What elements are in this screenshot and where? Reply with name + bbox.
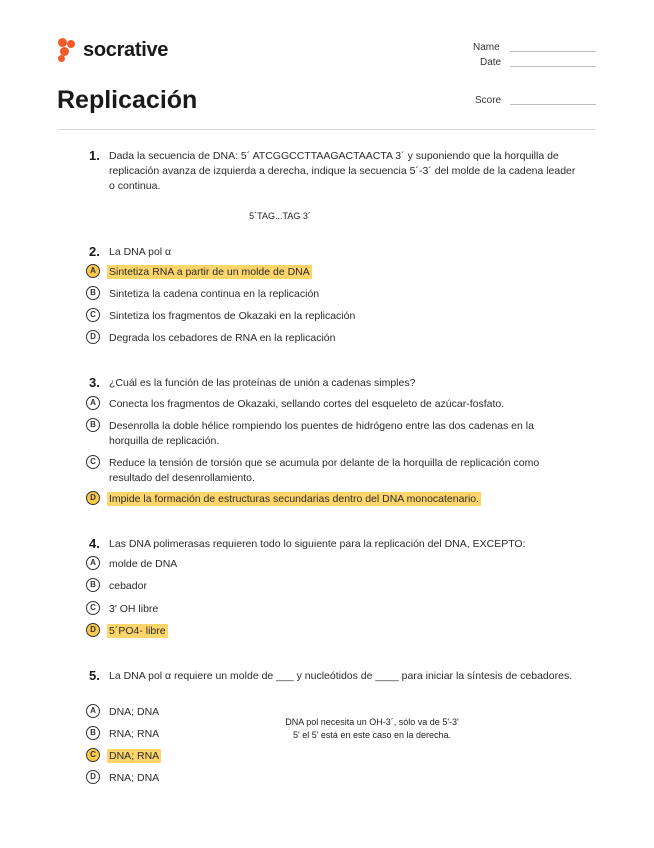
option-d[interactable] (86, 624, 569, 639)
option-text: Reduce la tensión de torsión que se acumula por delante de la horquilla de replicación como resultado del desenrollamiento. (109, 457, 540, 484)
option-text: RNA; RNA (109, 728, 160, 740)
question-number: 1. (89, 148, 100, 163)
score-field-line (510, 104, 596, 105)
option-bubble[interactable]: B (86, 578, 100, 592)
option-d[interactable] (86, 771, 249, 786)
header-divider (58, 129, 596, 130)
option-text: Impide la formación de estructuras secundarias dentro del DNA monocatenario. (109, 493, 480, 505)
option-d[interactable] (86, 492, 569, 507)
score-label: Score (475, 95, 502, 106)
question-text: La DNA pol α (109, 246, 172, 258)
option-a[interactable] (86, 397, 569, 412)
question-number: 4. (89, 536, 100, 551)
option-a[interactable] (86, 265, 569, 280)
page-title: Replicación (57, 86, 198, 114)
option-bubble[interactable]: C (86, 601, 100, 615)
option-b[interactable] (86, 579, 569, 594)
option-bubble-selected[interactable]: D (86, 623, 100, 637)
handwritten-answer: 5´TAG...TAG 3´ (249, 211, 311, 221)
handwritten-note-line-2: 5' el 5' está en este caso en la derecha. (292, 730, 452, 740)
question-number: 3. (89, 375, 100, 390)
option-b[interactable] (86, 727, 249, 742)
option-text: Sintetiza la cadena continua en la replicación (109, 288, 320, 300)
socrative-logo (58, 38, 168, 62)
option-a[interactable] (86, 557, 569, 572)
option-text: DNA; RNA (109, 750, 160, 762)
option-text: Sintetiza RNA a partir de un molde de DNA (109, 266, 310, 278)
handwritten-note-line-1: DNA pol necesita un OH-3´, sólo va de 5'-3' (285, 717, 459, 727)
option-bubble-selected[interactable]: C (86, 748, 100, 762)
option-text: molde de DNA (109, 558, 178, 570)
question-text: La DNA pol α requiere un molde de ___ y nucleótidos de ____ para iniciar la síntesis de cebadores. (109, 670, 573, 682)
option-text: cebador (109, 580, 147, 592)
option-text: Conecta los fragmentos de Okazaki, sellando cortes del esqueleto de azúcar-fosfato. (109, 398, 505, 410)
option-a[interactable] (86, 705, 249, 720)
option-bubble[interactable]: D (86, 330, 100, 344)
option-bubble[interactable]: B (86, 418, 100, 432)
option-text: Degrada los cebadores de RNA en la replicación (109, 332, 336, 344)
option-b[interactable] (86, 419, 569, 449)
option-bubble[interactable]: A (86, 704, 100, 718)
option-b[interactable] (86, 287, 569, 302)
date-label: Date (480, 57, 502, 68)
option-c[interactable] (86, 602, 569, 617)
question-text: Dada la secuencia de DNA: 5´ ATCGGCCTTAAGACTAACTA 3´ y suponiendo que la horquilla de replicación avanza de izquierda a derecha, indique la secuencia 5´-3´ del molde de la cadena leader o continua. (109, 150, 576, 192)
option-bubble-selected[interactable]: D (86, 491, 100, 505)
option-c[interactable] (86, 456, 569, 486)
option-text: Sintetiza los fragmentos de Okazaki en la replicación (109, 310, 356, 322)
option-text: 5´PO4- libre (109, 625, 166, 637)
option-bubble[interactable]: A (86, 556, 100, 570)
option-c[interactable] (86, 309, 569, 324)
brand-name: socrative (83, 38, 169, 61)
socrative-logo-icon (58, 38, 77, 62)
date-field-line (510, 66, 596, 67)
option-bubble[interactable]: A (86, 396, 100, 410)
option-bubble[interactable]: B (86, 726, 100, 740)
option-bubble[interactable]: C (86, 308, 100, 322)
question-text: Las DNA polimerasas requieren todo lo siguiente para la replicación del DNA, EXCEPTO: (109, 538, 526, 550)
option-bubble[interactable]: C (86, 455, 100, 469)
option-bubble[interactable]: B (86, 286, 100, 300)
option-bubble-selected[interactable]: A (86, 264, 100, 278)
name-field-line (510, 51, 596, 52)
option-c[interactable] (86, 749, 249, 764)
option-d[interactable] (86, 331, 569, 346)
option-text: RNA; DNA (109, 772, 160, 784)
option-text: DNA; DNA (109, 706, 160, 718)
question-number: 2. (89, 244, 100, 259)
option-bubble[interactable]: D (86, 770, 100, 784)
question-text: ¿Cuál es la función de las proteínas de unión a cadenas simples? (109, 377, 416, 389)
name-label: Name (473, 42, 500, 53)
question-number: 5. (89, 668, 100, 683)
option-text: 3' OH libre (109, 603, 159, 615)
option-text: Desenrolla la doble hélice rompiendo los puentes de hidrógeno entre las dos cadenas en la horquilla de replicación. (109, 420, 534, 447)
